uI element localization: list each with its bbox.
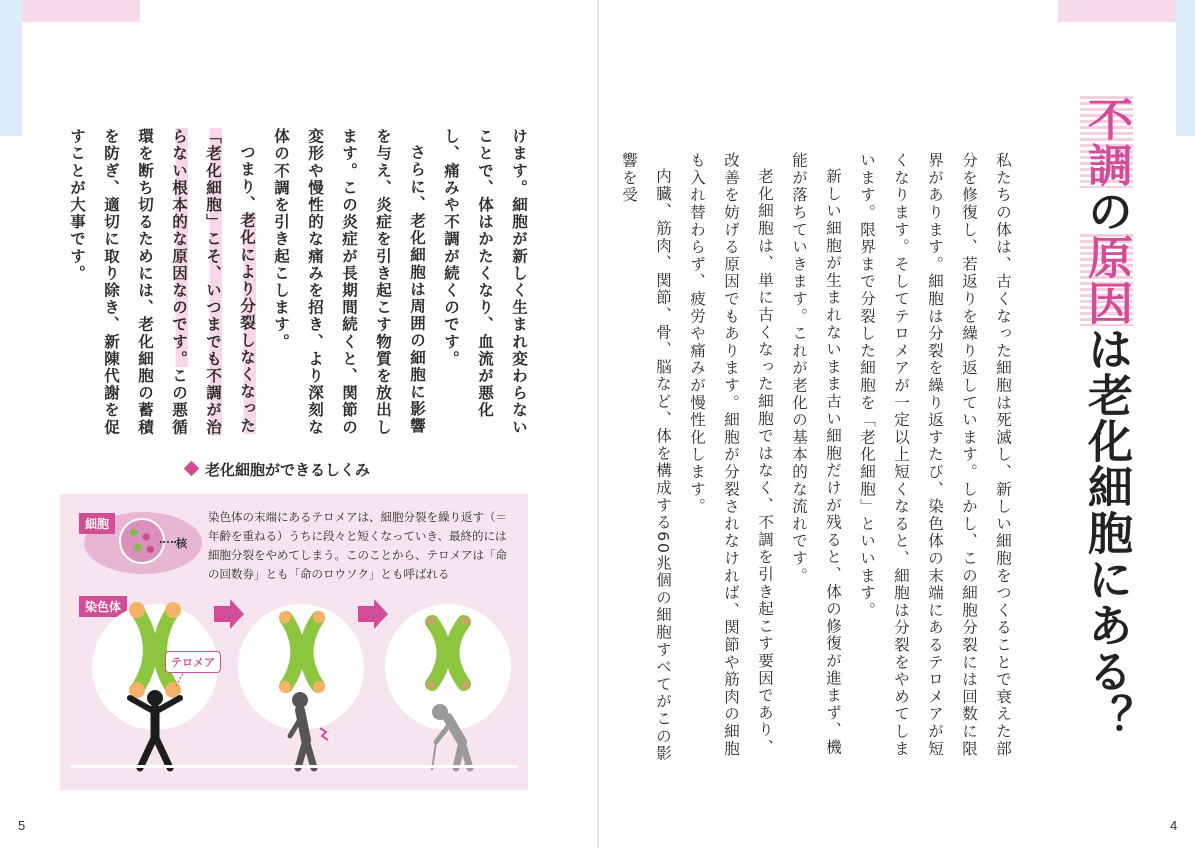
page-number-left: 5 bbox=[18, 818, 26, 833]
back-pain-person-icon bbox=[290, 692, 328, 768]
arrow-right-icon bbox=[214, 599, 244, 629]
chromosome-tag: 染色体 bbox=[79, 596, 127, 617]
nucleus-label: 核 bbox=[176, 537, 187, 550]
paragraph: 内臓、筋肉、関節、骨、脳など、体を構成する60兆個の細胞すべてがこの影響を受 bbox=[620, 152, 672, 762]
paragraph: つまり、老化により分裂しなくなった「老化細胞」こそ、いつまでも不調が治らない根本的な原因なのです。この悪循環を断ち切るためには、老化細胞の蓄積を防ぎ、適切に取り除き、新陳代謝を促すことが大事です。 bbox=[68, 128, 256, 436]
chromosome-icon bbox=[279, 611, 325, 693]
highlight-text: 老化により分裂しなくなった「老化細胞」こそ、いつまでも不調が治らない根本的な原因なのです。 bbox=[170, 128, 256, 436]
diagram-heading: 老化細胞ができるしくみ bbox=[205, 461, 371, 479]
paragraph: 老化細胞は、単に古くなった細胞ではなく、不調を引き起こす要因であり、改善を妨げる原因でもあります。細胞が分裂されなければ、関節や筋肉の細胞も入れ替わらず、疲労や痛みが慢性化します。 bbox=[688, 152, 774, 758]
chapter-title: 不調の原因は老化細胞にある？ bbox=[1080, 96, 1133, 740]
arrow-right-icon bbox=[358, 599, 388, 629]
paragraph: さらに、老化細胞は周囲の細胞に影響を与え、炎症を引き起こす物質を放出します。この炎症が長期間続くと、関節の変形や慢性的な痛みを招き、より深刻な体の不調を引き起こします。 bbox=[272, 128, 426, 436]
diagram-description: 染色体の末端にあるテロメアは、細胞分裂を繰り返す（＝年齢を重ねる）うちに段々と短くなっていき、最終的には細胞分裂をやめてしまう。このことから、テロメアは「命の回数券」とも「命のロウソク」とも呼ばれる bbox=[208, 510, 507, 581]
telomere-tag: テロメア bbox=[165, 651, 221, 673]
paragraph: 新しい細胞が生まれないまま古い細胞だけが残ると、体の修復が進まず、機能が落ちていきます。これが老化の基本的な流れです。 bbox=[790, 152, 842, 756]
paragraph: けます。細胞が新しく生まれ変わらないことで、体はかたくなり、血流が悪化し、痛みや不調が続くのです。 bbox=[442, 128, 528, 436]
floor-line bbox=[70, 765, 518, 768]
chromosome-icon bbox=[129, 602, 181, 698]
elderly-person-icon bbox=[432, 704, 470, 770]
paragraph: 私たちの体は、古くなった細胞は死滅し、新しい細胞をつくることで衰えた部分を修復し、若返りを繰り返しています。しかし、この細胞分裂には回数に限界があります。細胞は分裂を繰り返すたび、染色体の末端にあるテロメアが短くなります。そしてテロメアが一定以上短くなると、細胞は分裂をやめてしまいます。限界まで分裂した細胞を「老化細胞」といいます。 bbox=[858, 152, 1012, 758]
chromosome-icon bbox=[427, 617, 469, 689]
page-number-right: 4 bbox=[1170, 818, 1178, 833]
energetic-person-icon bbox=[130, 690, 180, 768]
cell-tag: 細胞 bbox=[79, 513, 115, 534]
